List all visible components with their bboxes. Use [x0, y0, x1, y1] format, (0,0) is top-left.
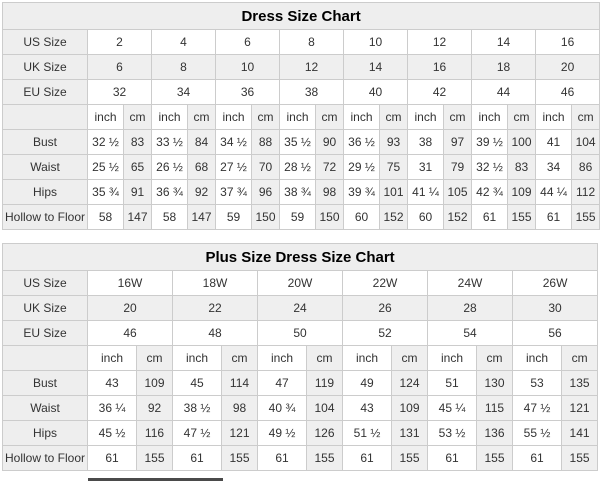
size-cell: 20: [88, 296, 173, 321]
measure-inch-cell: 55 ½: [513, 421, 562, 446]
measure-cm-cell: 155: [477, 446, 513, 471]
measure-inch-cell: 61: [513, 446, 562, 471]
measure-inch-cell: 32 ½: [472, 155, 508, 180]
measure-inch-cell: 47 ½: [513, 396, 562, 421]
size-cell: 30: [513, 296, 598, 321]
measure-inch-cell: 51: [428, 371, 477, 396]
unit-inch-header: inch: [280, 105, 316, 130]
measure-cm-cell: 155: [307, 446, 343, 471]
measure-cm-cell: 104: [572, 130, 600, 155]
size-cell: 28: [428, 296, 513, 321]
unit-cm-header: cm: [307, 346, 343, 371]
measure-inch-cell: 42 ¾: [472, 180, 508, 205]
size-cell: 36: [216, 80, 280, 105]
measure-cm-cell: 84: [188, 130, 216, 155]
size-cell: 46: [88, 321, 173, 346]
unit-inch-header: inch: [428, 346, 477, 371]
measure-inch-cell: 28 ½: [280, 155, 316, 180]
unit-cm-header: cm: [188, 105, 216, 130]
measure-inch-cell: 31: [408, 155, 444, 180]
unit-cm-header: cm: [124, 105, 152, 130]
measure-cm-cell: 155: [222, 446, 258, 471]
unit-cm-header: cm: [508, 105, 536, 130]
size-cell: 20: [536, 55, 600, 80]
measure-inch-cell: 61: [173, 446, 222, 471]
row-label: EU Size: [3, 321, 88, 346]
measure-cm-cell: 147: [124, 205, 152, 230]
measure-inch-cell: 38: [408, 130, 444, 155]
measure-inch-cell: 43: [343, 396, 392, 421]
measure-cm-cell: 88: [252, 130, 280, 155]
row-label: Bust: [3, 371, 88, 396]
measure-inch-cell: 61: [343, 446, 392, 471]
size-cell: 4: [152, 30, 216, 55]
unit-inch-header: inch: [88, 346, 137, 371]
measure-cm-cell: 75: [380, 155, 408, 180]
measure-cm-cell: 150: [316, 205, 344, 230]
measure-cm-cell: 155: [572, 205, 600, 230]
unit-cm-header: cm: [562, 346, 598, 371]
size-cell: 20W: [258, 271, 343, 296]
measure-cm-cell: 150: [252, 205, 280, 230]
table-title: Plus Size Dress Size Chart: [3, 244, 598, 271]
size-cell: 16W: [88, 271, 173, 296]
size-cell: 14: [344, 55, 408, 80]
measure-inch-cell: 38 ½: [173, 396, 222, 421]
measure-inch-cell: 47 ½: [173, 421, 222, 446]
measure-cm-cell: 109: [137, 371, 173, 396]
table-title: Dress Size Chart: [3, 3, 600, 30]
row-label: Waist: [3, 396, 88, 421]
measure-cm-cell: 83: [508, 155, 536, 180]
measure-cm-cell: 152: [444, 205, 472, 230]
size-cell: 10: [344, 30, 408, 55]
unit-inch-header: inch: [536, 105, 572, 130]
measure-inch-cell: 45 ¼: [428, 396, 477, 421]
measure-inch-cell: 49 ½: [258, 421, 307, 446]
table-divider: [2, 230, 598, 243]
measure-inch-cell: 58: [152, 205, 188, 230]
measure-cm-cell: 155: [562, 446, 598, 471]
measure-inch-cell: 43: [88, 371, 137, 396]
unit-cm-header: cm: [444, 105, 472, 130]
unit-inch-header: inch: [408, 105, 444, 130]
size-cell: 54: [428, 321, 513, 346]
size-cell: 22: [173, 296, 258, 321]
unit-row-label: [3, 346, 88, 371]
measure-cm-cell: 155: [137, 446, 173, 471]
measure-cm-cell: 92: [188, 180, 216, 205]
measure-inch-cell: 41: [536, 130, 572, 155]
measure-cm-cell: 130: [477, 371, 513, 396]
measure-inch-cell: 35 ½: [280, 130, 316, 155]
measure-cm-cell: 109: [392, 396, 428, 421]
measure-cm-cell: 141: [562, 421, 598, 446]
size-cell: 8: [152, 55, 216, 80]
unit-inch-header: inch: [472, 105, 508, 130]
size-cell: 16: [408, 55, 472, 80]
measure-cm-cell: 116: [137, 421, 173, 446]
unit-inch-header: inch: [513, 346, 562, 371]
measure-cm-cell: 121: [562, 396, 598, 421]
size-cell: 40: [344, 80, 408, 105]
measure-inch-cell: 59: [216, 205, 252, 230]
measure-inch-cell: 29 ½: [344, 155, 380, 180]
measure-inch-cell: 53: [513, 371, 562, 396]
unit-cm-header: cm: [222, 346, 258, 371]
measure-inch-cell: 45: [173, 371, 222, 396]
measure-inch-cell: 61: [428, 446, 477, 471]
size-cell: 10: [216, 55, 280, 80]
measure-cm-cell: 93: [380, 130, 408, 155]
measure-inch-cell: 60: [344, 205, 380, 230]
measure-inch-cell: 53 ½: [428, 421, 477, 446]
measure-cm-cell: 131: [392, 421, 428, 446]
size-cell: 42: [408, 80, 472, 105]
size-cell: 6: [216, 30, 280, 55]
row-label: Hollow to Floor: [3, 205, 88, 230]
unit-inch-header: inch: [152, 105, 188, 130]
row-label: UK Size: [3, 55, 88, 80]
size-cell: 34: [152, 80, 216, 105]
measure-inch-cell: 39 ¾: [344, 180, 380, 205]
size-cell: 48: [173, 321, 258, 346]
measure-cm-cell: 91: [124, 180, 152, 205]
size-cell: 12: [408, 30, 472, 55]
measure-cm-cell: 126: [307, 421, 343, 446]
measure-inch-cell: 37 ¾: [216, 180, 252, 205]
unit-cm-header: cm: [392, 346, 428, 371]
row-label: US Size: [3, 271, 88, 296]
measure-inch-cell: 34 ½: [216, 130, 252, 155]
size-cell: 32: [88, 80, 152, 105]
measure-cm-cell: 97: [444, 130, 472, 155]
size-cell: 18: [472, 55, 536, 80]
row-label: Bust: [3, 130, 88, 155]
measure-inch-cell: 61: [536, 205, 572, 230]
measure-cm-cell: 155: [508, 205, 536, 230]
size-chart-2: [2, 243, 598, 471]
size-cell: 24: [258, 296, 343, 321]
measure-cm-cell: 101: [380, 180, 408, 205]
size-cell: 14: [472, 30, 536, 55]
measure-cm-cell: 147: [188, 205, 216, 230]
measure-inch-cell: 36 ¼: [88, 396, 137, 421]
measure-cm-cell: 100: [508, 130, 536, 155]
size-cell: 38: [280, 80, 344, 105]
row-label: Hips: [3, 421, 88, 446]
measure-inch-cell: 33 ½: [152, 130, 188, 155]
size-cell: 44: [472, 80, 536, 105]
measure-cm-cell: 98: [222, 396, 258, 421]
measure-cm-cell: 136: [477, 421, 513, 446]
measure-inch-cell: 38 ¾: [280, 180, 316, 205]
unit-inch-header: inch: [344, 105, 380, 130]
measure-cm-cell: 112: [572, 180, 600, 205]
unit-row-label: [3, 105, 88, 130]
measure-cm-cell: 115: [477, 396, 513, 421]
row-label: US Size: [3, 30, 88, 55]
size-cell: 2: [88, 30, 152, 55]
measure-cm-cell: 135: [562, 371, 598, 396]
unit-cm-header: cm: [477, 346, 513, 371]
measure-cm-cell: 109: [508, 180, 536, 205]
measure-cm-cell: 114: [222, 371, 258, 396]
size-cell: 6: [88, 55, 152, 80]
measure-inch-cell: 25 ½: [88, 155, 124, 180]
size-cell: 52: [343, 321, 428, 346]
row-label: Hips: [3, 180, 88, 205]
measure-inch-cell: 47: [258, 371, 307, 396]
unit-inch-header: inch: [258, 346, 307, 371]
unit-inch-header: inch: [343, 346, 392, 371]
unit-cm-header: cm: [252, 105, 280, 130]
measure-cm-cell: 72: [316, 155, 344, 180]
measure-inch-cell: 45 ½: [88, 421, 137, 446]
measure-inch-cell: 60: [408, 205, 444, 230]
measure-inch-cell: 27 ½: [216, 155, 252, 180]
unit-cm-header: cm: [316, 105, 344, 130]
measure-inch-cell: 26 ½: [152, 155, 188, 180]
measure-inch-cell: 51 ½: [343, 421, 392, 446]
measure-cm-cell: 124: [392, 371, 428, 396]
measure-cm-cell: 98: [316, 180, 344, 205]
measure-cm-cell: 68: [188, 155, 216, 180]
measure-inch-cell: 58: [88, 205, 124, 230]
unit-cm-header: cm: [380, 105, 408, 130]
measure-inch-cell: 39 ½: [472, 130, 508, 155]
unit-inch-header: inch: [173, 346, 222, 371]
measure-cm-cell: 119: [307, 371, 343, 396]
row-label: Hollow to Floor: [3, 446, 88, 471]
unit-inch-header: inch: [216, 105, 252, 130]
size-cell: 12: [280, 55, 344, 80]
size-cell: 50: [258, 321, 343, 346]
measure-inch-cell: 36 ¾: [152, 180, 188, 205]
measure-inch-cell: 34: [536, 155, 572, 180]
unit-inch-header: inch: [88, 105, 124, 130]
row-label: EU Size: [3, 80, 88, 105]
size-cell: 56: [513, 321, 598, 346]
measure-cm-cell: 121: [222, 421, 258, 446]
measure-inch-cell: 32 ½: [88, 130, 124, 155]
measure-inch-cell: 41 ¼: [408, 180, 444, 205]
measure-cm-cell: 90: [316, 130, 344, 155]
measure-inch-cell: 61: [258, 446, 307, 471]
row-label: Waist: [3, 155, 88, 180]
measure-inch-cell: 59: [280, 205, 316, 230]
measure-cm-cell: 152: [380, 205, 408, 230]
measure-cm-cell: 96: [252, 180, 280, 205]
size-cell: 46: [536, 80, 600, 105]
size-cell: 24W: [428, 271, 513, 296]
row-label: UK Size: [3, 296, 88, 321]
measure-cm-cell: 92: [137, 396, 173, 421]
measure-inch-cell: 61: [88, 446, 137, 471]
measure-cm-cell: 155: [392, 446, 428, 471]
size-cell: 26: [343, 296, 428, 321]
size-cell: 16: [536, 30, 600, 55]
measure-cm-cell: 79: [444, 155, 472, 180]
size-cell: 18W: [173, 271, 258, 296]
measure-inch-cell: 36 ½: [344, 130, 380, 155]
size-cell: 26W: [513, 271, 598, 296]
size-cell: 8: [280, 30, 344, 55]
measure-inch-cell: 40 ¾: [258, 396, 307, 421]
measure-inch-cell: 44 ¼: [536, 180, 572, 205]
measure-cm-cell: 86: [572, 155, 600, 180]
measure-cm-cell: 104: [307, 396, 343, 421]
measure-cm-cell: 70: [252, 155, 280, 180]
measure-cm-cell: 105: [444, 180, 472, 205]
size-chart-1: [2, 2, 600, 230]
unit-cm-header: cm: [137, 346, 173, 371]
measure-cm-cell: 65: [124, 155, 152, 180]
measure-inch-cell: 49: [343, 371, 392, 396]
measure-cm-cell: 83: [124, 130, 152, 155]
measure-inch-cell: 35 ¾: [88, 180, 124, 205]
size-cell: 22W: [343, 271, 428, 296]
measure-inch-cell: 61: [472, 205, 508, 230]
unit-cm-header: cm: [572, 105, 600, 130]
